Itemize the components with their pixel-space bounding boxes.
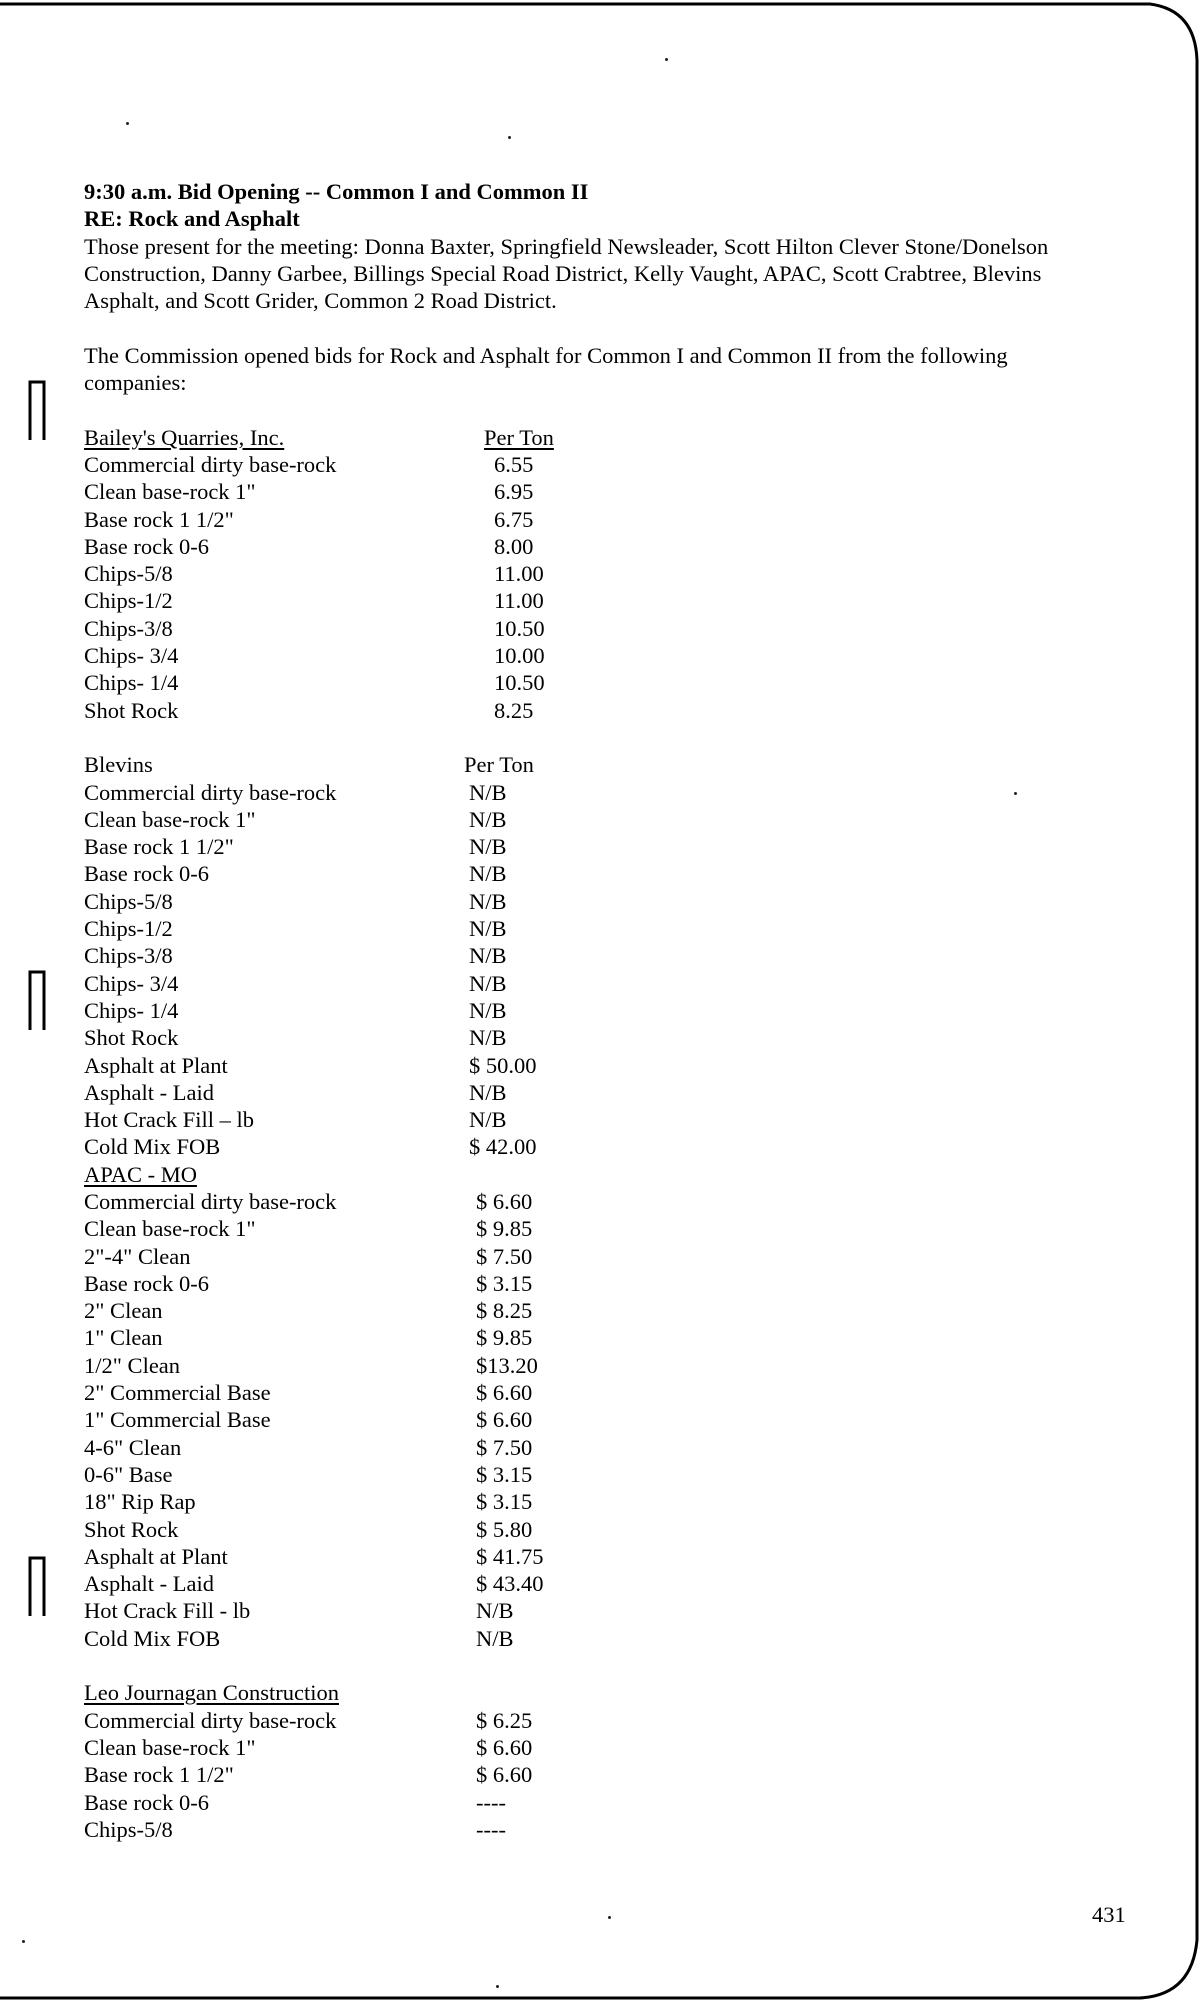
bid-row bbox=[84, 451, 1094, 478]
bidder-header bbox=[84, 751, 1094, 778]
bid-row bbox=[84, 506, 1094, 533]
bid-item: Shot Rock bbox=[84, 1025, 179, 1051]
bid-row bbox=[84, 1243, 1094, 1270]
bid-row bbox=[84, 1734, 1094, 1761]
bid-row bbox=[84, 915, 1094, 942]
bid-item: Chips-5/8 bbox=[84, 561, 173, 587]
bid-price: $ 9.85 bbox=[476, 1325, 533, 1351]
binder-bracket bbox=[24, 968, 48, 1032]
bid-item: Hot Crack Fill – lb bbox=[84, 1107, 254, 1133]
attendance-paragraph: Those present for the meeting: Donna Baxter, Springfield Newsleader, Scott Hilton Clever Stone/Donelson Construction, Danny Garbee, Billings Special Road District, Kelly Vaught, APAC, Scott Crabtree, Blevins Asphalt, and Scott Grider, Common 2 Road District. bbox=[84, 233, 1049, 314]
bid-row bbox=[84, 478, 1094, 505]
scan-speck bbox=[496, 1985, 499, 1988]
bid-price: ---- bbox=[476, 1789, 506, 1815]
bid-item: 4-6" Clean bbox=[84, 1434, 182, 1460]
bid-item: Base rock 0-6 bbox=[84, 861, 209, 887]
bid-price: N/B bbox=[469, 916, 507, 942]
bid-row bbox=[84, 1352, 1094, 1379]
bid-item: Chips-5/8 bbox=[84, 1816, 173, 1842]
bid-item: 1" Clean bbox=[84, 1325, 163, 1351]
bid-row bbox=[84, 615, 1094, 642]
scan-speck bbox=[508, 136, 511, 139]
bid-price: $ 6.25 bbox=[476, 1707, 533, 1733]
bid-row bbox=[84, 888, 1094, 915]
bid-row bbox=[84, 833, 1094, 860]
bid-row bbox=[84, 997, 1094, 1024]
bid-row bbox=[84, 697, 1094, 724]
bid-item: Hot Crack Fill - lb bbox=[84, 1598, 251, 1624]
bid-row bbox=[84, 1543, 1094, 1570]
bidder-name: APAC - MO bbox=[84, 1161, 197, 1187]
bid-item: Clean base-rock 1" bbox=[84, 1734, 256, 1760]
bid-item: Asphalt at Plant bbox=[84, 1052, 228, 1078]
bid-item: Chips-1/2 bbox=[84, 916, 173, 942]
bid-item: Chips- 1/4 bbox=[84, 997, 179, 1023]
bid-price: $ 50.00 bbox=[469, 1052, 537, 1078]
bid-row bbox=[84, 587, 1094, 614]
bid-row bbox=[84, 533, 1094, 560]
bid-row bbox=[84, 1215, 1094, 1242]
bid-price: N/B bbox=[476, 1598, 514, 1624]
bid-item: Base rock 0-6 bbox=[84, 1789, 209, 1815]
bid-row bbox=[84, 1406, 1094, 1433]
bid-price: $ 6.60 bbox=[476, 1407, 533, 1433]
bid-item: 1" Commercial Base bbox=[84, 1407, 271, 1433]
bid-item: Chips-1/2 bbox=[84, 588, 173, 614]
bid-item: Commercial dirty base-rock bbox=[84, 1188, 337, 1214]
bid-row bbox=[84, 1516, 1094, 1543]
bidder-name: Leo Journagan Construction bbox=[84, 1680, 339, 1706]
bid-price: N/B bbox=[469, 779, 507, 805]
unit-label: Per Ton bbox=[464, 752, 534, 778]
bid-item: 18" Rip Rap bbox=[84, 1489, 196, 1515]
bidder-name: Blevins bbox=[84, 752, 153, 778]
bidder-name: Bailey's Quarries, Inc. bbox=[84, 424, 285, 450]
bid-price: $ 7.50 bbox=[476, 1434, 533, 1460]
bidder-header bbox=[84, 1679, 1094, 1706]
bid-item: Commercial dirty base-rock bbox=[84, 1707, 337, 1733]
bid-row bbox=[84, 970, 1094, 997]
bid-price: $ 6.60 bbox=[476, 1734, 533, 1760]
unit-label: Per Ton bbox=[484, 424, 554, 450]
meeting-heading: 9:30 a.m. Bid Opening -- Common I and Common II bbox=[84, 179, 589, 204]
bid-row bbox=[84, 1570, 1094, 1597]
bid-price: $13.20 bbox=[476, 1352, 538, 1378]
bid-row bbox=[84, 1379, 1094, 1406]
bid-price: 10.50 bbox=[494, 670, 545, 696]
bid-price: $ 9.85 bbox=[476, 1216, 533, 1242]
bid-row bbox=[84, 1597, 1094, 1624]
bid-item: 0-6" Base bbox=[84, 1461, 173, 1487]
bid-price: N/B bbox=[469, 888, 507, 914]
bid-price: $ 42.00 bbox=[469, 1134, 537, 1160]
bid-item: Chips- 1/4 bbox=[84, 670, 179, 696]
bid-item: Chips-5/8 bbox=[84, 888, 173, 914]
bid-price: N/B bbox=[469, 834, 507, 860]
bid-item: Commercial dirty base-rock bbox=[84, 779, 337, 805]
bid-row bbox=[84, 669, 1094, 696]
bid-row bbox=[84, 779, 1094, 806]
bid-price: $ 6.60 bbox=[476, 1188, 533, 1214]
bid-row bbox=[84, 1324, 1094, 1351]
bid-price: $ 3.15 bbox=[476, 1489, 533, 1515]
bid-item: Base rock 1 1/2" bbox=[84, 1762, 234, 1788]
bid-price: N/B bbox=[469, 943, 507, 969]
bid-row bbox=[84, 1297, 1094, 1324]
bid-price: ---- bbox=[476, 1816, 506, 1842]
bid-price: $ 3.15 bbox=[476, 1270, 533, 1296]
bid-row bbox=[84, 1625, 1094, 1652]
bid-price: $ 41.75 bbox=[476, 1543, 544, 1569]
bid-item: 2" Clean bbox=[84, 1298, 163, 1324]
document-body bbox=[84, 178, 1094, 1843]
bid-row bbox=[84, 942, 1094, 969]
bid-item: Base rock 1 1/2" bbox=[84, 506, 234, 532]
bid-item: Chips- 3/4 bbox=[84, 643, 179, 669]
page-number: 431 bbox=[1092, 1902, 1126, 1927]
bid-row bbox=[84, 1816, 1094, 1843]
bid-item: Asphalt at Plant bbox=[84, 1543, 228, 1569]
bid-item: Clean base-rock 1" bbox=[84, 806, 256, 832]
bid-row bbox=[84, 1461, 1094, 1488]
scan-speck bbox=[126, 122, 129, 125]
bid-price: 8.00 bbox=[494, 533, 534, 559]
bid-price: $ 7.50 bbox=[476, 1243, 533, 1269]
bid-price: N/B bbox=[469, 970, 507, 996]
bid-row bbox=[84, 1789, 1094, 1816]
bid-item: 2"-4" Clean bbox=[84, 1243, 191, 1269]
bid-item: Base rock 0-6 bbox=[84, 1270, 209, 1296]
bid-price: N/B bbox=[469, 997, 507, 1023]
intro-paragraph: The Commission opened bids for Rock and Asphalt for Common I and Common II from the following companies: bbox=[84, 342, 1008, 396]
bid-price: 11.00 bbox=[494, 561, 544, 587]
bid-item: Chips-3/8 bbox=[84, 615, 173, 641]
bid-item: Shot Rock bbox=[84, 697, 179, 723]
bid-price: 8.25 bbox=[494, 697, 534, 723]
bid-item: Asphalt - Laid bbox=[84, 1571, 214, 1597]
bid-price: $ 43.40 bbox=[476, 1571, 544, 1597]
bid-row bbox=[84, 1052, 1094, 1079]
bid-price: N/B bbox=[469, 861, 507, 887]
bid-row bbox=[84, 1024, 1094, 1051]
bid-row bbox=[84, 1188, 1094, 1215]
scan-speck bbox=[608, 1916, 611, 1919]
bid-price: $ 8.25 bbox=[476, 1298, 533, 1324]
binder-bracket bbox=[24, 378, 48, 442]
binder-bracket bbox=[24, 1554, 48, 1618]
bid-item: Base rock 1 1/2" bbox=[84, 834, 234, 860]
meeting-subject: RE: Rock and Asphalt bbox=[84, 206, 300, 232]
bid-price: 10.50 bbox=[494, 615, 545, 641]
bid-price: N/B bbox=[469, 1107, 507, 1133]
bid-item: Chips-3/8 bbox=[84, 943, 173, 969]
bid-price: 11.00 bbox=[494, 588, 544, 614]
bid-item: 1/2" Clean bbox=[84, 1352, 181, 1378]
bid-row bbox=[84, 806, 1094, 833]
bid-row bbox=[84, 1434, 1094, 1461]
bid-price: $ 6.60 bbox=[476, 1762, 533, 1788]
bid-row bbox=[84, 560, 1094, 587]
bid-row bbox=[84, 1488, 1094, 1515]
bid-price: N/B bbox=[469, 806, 507, 832]
bid-price: 6.75 bbox=[494, 506, 534, 532]
bid-item: Chips- 3/4 bbox=[84, 970, 179, 996]
bid-item: Commercial dirty base-rock bbox=[84, 451, 337, 477]
bid-price: N/B bbox=[476, 1625, 514, 1651]
bid-item: Base rock 0-6 bbox=[84, 533, 209, 559]
bid-row bbox=[84, 860, 1094, 887]
bid-price: N/B bbox=[469, 1079, 507, 1105]
scan-speck bbox=[22, 1940, 25, 1943]
bid-row bbox=[84, 1707, 1094, 1734]
bid-price: $ 3.15 bbox=[476, 1461, 533, 1487]
bid-row bbox=[84, 1761, 1094, 1788]
bidder-header bbox=[84, 424, 1094, 451]
bid-row bbox=[84, 1133, 1094, 1160]
bid-item: Cold Mix FOB bbox=[84, 1134, 221, 1160]
bid-item: Clean base-rock 1" bbox=[84, 1216, 256, 1242]
scan-speck bbox=[665, 58, 668, 61]
bid-price: N/B bbox=[469, 1025, 507, 1051]
bid-item: 2" Commercial Base bbox=[84, 1380, 271, 1406]
bid-price: 6.95 bbox=[494, 479, 534, 505]
bid-price: 6.55 bbox=[494, 451, 534, 477]
bid-item: Shot Rock bbox=[84, 1516, 179, 1542]
bidder-header bbox=[84, 1161, 1094, 1188]
bid-price: $ 6.60 bbox=[476, 1380, 533, 1406]
bid-row bbox=[84, 1270, 1094, 1297]
bid-price: $ 5.80 bbox=[476, 1516, 533, 1542]
bid-item: Cold Mix FOB bbox=[84, 1625, 221, 1651]
bid-row bbox=[84, 1106, 1094, 1133]
bid-item: Asphalt - Laid bbox=[84, 1079, 214, 1105]
bid-row bbox=[84, 642, 1094, 669]
bid-price: 10.00 bbox=[494, 643, 545, 669]
bid-row bbox=[84, 1079, 1094, 1106]
bid-item: Clean base-rock 1" bbox=[84, 479, 256, 505]
